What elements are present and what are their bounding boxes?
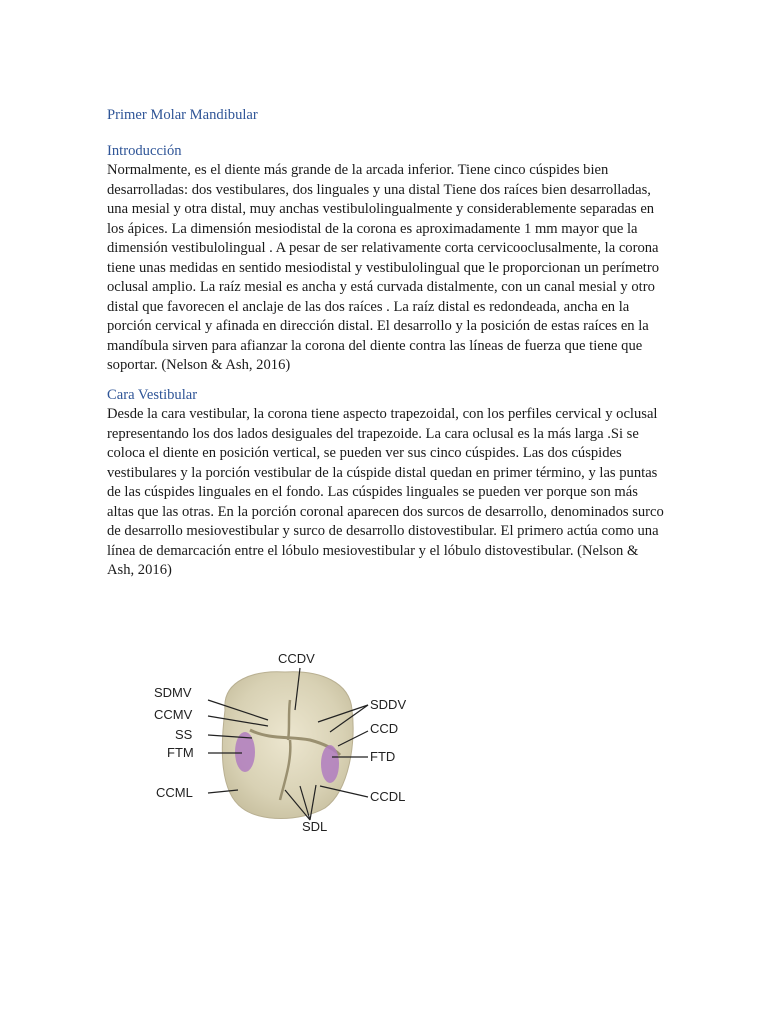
section-text-introduccion: Normalmente, es el diente más grande de la arcada inferior. Tiene cinco cúspides bien desarrolladas: dos vestibulares, dos linguales y una distal Tiene dos raíces bien desarrolladas, una mesial y otra distal, muy anchas vestibulolingualmente y considerablemente separadas en los ápices. La dimensión mesiodistal de la corona es aproximadamente 1 mm mayor que la dimensión vestibulolingual . A pesar de ser relativamente corta cervicooclusalmente, la corona tiene unas medidas en sentido mesiodistal y vestibulolingual que le proporcionan un perímetro oclusal amplio. La raíz mesial es ancha y está curvada distalmente, con un canal mesial y otro distal que favorecen el anclaje de las dos raíces . La raíz distal es redondeada, ancha en la porción cervical y afinada en dirección distal. El desarrollo y la posición de estas raíces en la mandíbula sirven para afianzar la corona del diente contra las líneas de fuerza que tiene que soportar. (Nelson & Ash, 2016) [107, 162, 660, 373]
label-ccml: CCML [156, 785, 193, 800]
molar-occlusal-figure [150, 640, 420, 840]
label-ftm: FTM [167, 745, 194, 760]
section-heading-cara-vestibular: Cara Vestibular [107, 386, 198, 403]
label-sdl: SDL [302, 819, 328, 834]
label-sddv: SDDV [370, 697, 407, 712]
buccal-groove [288, 700, 290, 740]
distal-fossa [321, 745, 339, 783]
section-heading-introduccion: Introducción [107, 142, 182, 159]
label-ccdl: CCDL [370, 789, 406, 804]
label-ccdv: CCDV [278, 651, 315, 666]
label-sdmv: SDMV [154, 685, 192, 700]
document-body [107, 106, 667, 591]
section-text-cara-vestibular: Desde la cara vestibular, la corona tiene aspecto trapezoidal, con los perfiles cervical y oclusal representando los dos lados desiguales del trapezoide. La cara oclusal es la más larga .Si se coloca el diente en posición vertical, se pueden ver sus cinco cúspides. Las dos cúspides vestibulares y la porción vestibular de la cúspide distal quedan en primer término, y las puntas de las cúspides linguales en el fondo. Las cúspides linguales se pueden ver porque son más altas que las otras. En la porción coronal aparecen dos surcos de desarrollo, denominados surco de desarrollo mesiovestibular y surco de desarrollo distovestibular. El primero actúa como una línea de demarcación entre el lóbulo mesiovestibular y el lóbulo distovestibular. (Nelson & Ash, 2016) [107, 406, 664, 578]
label-ftd: FTD [370, 749, 396, 764]
label-ccd: CCD [370, 721, 399, 736]
label-ss: SS [175, 727, 193, 742]
document-title: Primer Molar Mandibular [107, 107, 258, 123]
label-ccmv: CCMV [154, 707, 193, 722]
